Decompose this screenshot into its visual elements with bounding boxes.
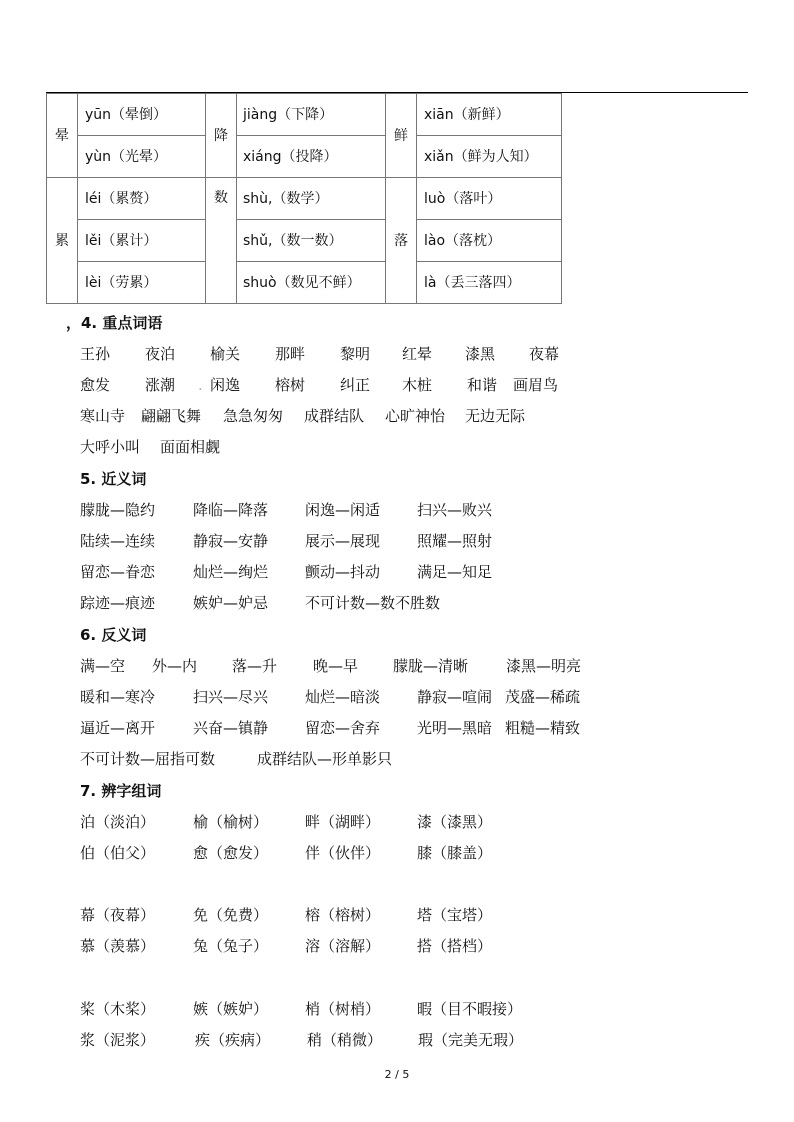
word-item: 踪迹—痕迹 bbox=[80, 594, 156, 612]
word-item: 泊（淡泊） bbox=[80, 813, 156, 831]
word-item: 漆（漆黑） bbox=[417, 813, 493, 831]
word-item: 榕（榕树） bbox=[305, 906, 381, 924]
table-cell: shù,（数学） bbox=[237, 178, 386, 220]
table-cell: lèi（劳累） bbox=[78, 262, 206, 304]
table-char: 降 bbox=[206, 94, 237, 178]
word-item: 扫兴—尽兴 bbox=[193, 688, 269, 706]
word-item: 榆（榆树） bbox=[193, 813, 269, 831]
word-item: 急急匆匆 bbox=[223, 407, 284, 425]
word-item: 梢（树梢） bbox=[305, 1000, 381, 1018]
word-item: 暇（目不暇接） bbox=[417, 1000, 523, 1018]
word-item: 闲逸 bbox=[210, 376, 241, 394]
table-char: 晕 bbox=[47, 94, 78, 178]
word-item: 画眉鸟 bbox=[513, 376, 559, 394]
table-cell: shǔ,（数一数） bbox=[237, 220, 386, 262]
word-item: 漆黑 bbox=[465, 345, 496, 363]
word-item: 溶（溶解） bbox=[305, 937, 381, 955]
word-item: 陆续—连续 bbox=[80, 532, 156, 550]
section-heading-char-compare: 7. 辨字组词 bbox=[80, 782, 162, 800]
word-item: 大呼小叫 bbox=[80, 438, 141, 456]
word-item: 成群结队—形单影只 bbox=[257, 750, 393, 768]
word-item: 瑕（完美无瑕） bbox=[418, 1031, 524, 1049]
word-item: 光明—黑暗 bbox=[417, 719, 493, 737]
word-item: 朦胧—隐约 bbox=[80, 501, 156, 519]
word-item: 朦胧—清晰 bbox=[393, 657, 469, 675]
word-item: 展示—展现 bbox=[305, 532, 381, 550]
word-item: 扫兴—败兴 bbox=[417, 501, 493, 519]
word-item: 桨（木桨） bbox=[80, 1000, 156, 1018]
word-item: 留恋—眷恋 bbox=[80, 563, 156, 581]
word-item: 成群结队 bbox=[304, 407, 365, 425]
word-item: 红晕 bbox=[402, 345, 433, 363]
word-item: 黎明 bbox=[340, 345, 371, 363]
word-item: 外—内 bbox=[152, 657, 198, 675]
table-cell: yùn（光晕） bbox=[78, 136, 206, 178]
table-row bbox=[47, 262, 562, 304]
table-cell: lào（落枕） bbox=[417, 220, 562, 262]
word-item: 王孙 bbox=[80, 345, 111, 363]
word-item: 暖和—寒冷 bbox=[80, 688, 156, 706]
word-item: 伴（伙伴） bbox=[305, 844, 381, 862]
section-heading-synonyms: 5. 近义词 bbox=[80, 470, 147, 488]
word-item: 满—空 bbox=[80, 657, 126, 675]
word-item: 浆（泥浆） bbox=[80, 1031, 156, 1049]
table-cell: yūn（晕倒） bbox=[78, 94, 206, 136]
table-char: 落 bbox=[386, 178, 417, 304]
table-cell: xiáng（投降） bbox=[237, 136, 386, 178]
table-cell: léi（累赘） bbox=[78, 178, 206, 220]
word-item: 兔（兔子） bbox=[193, 937, 269, 955]
table-row bbox=[47, 136, 562, 178]
table-cell: xiǎn（鲜为人知） bbox=[417, 136, 562, 178]
word-item: 畔（湖畔） bbox=[305, 813, 381, 831]
page-number: 2 / 5 bbox=[384, 1068, 410, 1081]
table-char: 累 bbox=[47, 178, 78, 304]
section-heading-antonyms: 6. 反义词 bbox=[80, 626, 147, 644]
word-item: 夜幕 bbox=[529, 345, 560, 363]
table-char: 数 bbox=[206, 178, 237, 304]
table-row bbox=[47, 220, 562, 262]
word-item: 塔（宝塔） bbox=[417, 906, 493, 924]
word-item: 幕（夜幕） bbox=[80, 906, 156, 924]
table-cell: jiàng（下降） bbox=[237, 94, 386, 136]
word-item: 涨潮 bbox=[145, 376, 176, 394]
table-cell: shuò（数见不鲜） bbox=[237, 262, 386, 304]
word-item: 翩翩飞舞 bbox=[141, 407, 202, 425]
table-row bbox=[47, 94, 562, 136]
word-item: 不可计数—数不胜数 bbox=[305, 594, 441, 612]
word-item: 心旷神怡 bbox=[385, 407, 446, 425]
word-item: 满足—知足 bbox=[417, 563, 493, 581]
table-row bbox=[47, 178, 562, 220]
word-item: 静寂—安静 bbox=[193, 532, 269, 550]
word-item: 降临—降落 bbox=[193, 501, 269, 519]
word-item: 愈发 bbox=[80, 376, 111, 394]
word-item: 伯（伯父） bbox=[80, 844, 156, 862]
stray-mark: . bbox=[198, 376, 203, 394]
word-item: 粗糙—精致 bbox=[505, 719, 581, 737]
table-cell: luò（落叶） bbox=[417, 178, 562, 220]
word-item: 闲逸—闲适 bbox=[305, 501, 381, 519]
word-item: 无边无际 bbox=[465, 407, 526, 425]
word-item: 搭（搭档） bbox=[417, 937, 493, 955]
table-cell: xiān（新鲜） bbox=[417, 94, 562, 136]
word-item: 木桩 bbox=[402, 376, 433, 394]
word-item: 免（免费） bbox=[193, 906, 269, 924]
word-item: 颤动—抖动 bbox=[305, 563, 381, 581]
word-item: 晚—早 bbox=[313, 657, 359, 675]
word-item: 茂盛—稀疏 bbox=[505, 688, 581, 706]
word-item: 照耀—照射 bbox=[417, 532, 493, 550]
table-cell: lěi（累计） bbox=[78, 220, 206, 262]
word-item: 落—升 bbox=[232, 657, 278, 675]
word-item: 膝（膝盖） bbox=[417, 844, 493, 862]
table-char: 鲜 bbox=[386, 94, 417, 178]
word-item: 夜泊 bbox=[145, 345, 176, 363]
word-item: 兴奋—镇静 bbox=[193, 719, 269, 737]
word-item: 稍（稍微） bbox=[307, 1031, 383, 1049]
section-heading-key-words: ，4. 重点词语 bbox=[66, 314, 163, 332]
word-item: 面面相觑 bbox=[160, 438, 221, 456]
word-item: 留恋—舍弃 bbox=[305, 719, 381, 737]
word-item: 纠正 bbox=[340, 376, 371, 394]
word-item: 逼近—离开 bbox=[80, 719, 156, 737]
word-item: 寒山寺 bbox=[80, 407, 126, 425]
word-item: 榆关 bbox=[210, 345, 241, 363]
word-item: 静寂—喧闹 bbox=[417, 688, 493, 706]
word-item: 疾（疾病） bbox=[195, 1031, 271, 1049]
word-item: 灿烂—绚烂 bbox=[193, 563, 269, 581]
word-item: 不可计数—屈指可数 bbox=[80, 750, 216, 768]
word-item: 嫉（嫉妒） bbox=[193, 1000, 269, 1018]
word-item: 那畔 bbox=[275, 345, 306, 363]
word-item: 嫉妒—妒忌 bbox=[193, 594, 269, 612]
polyphone-table bbox=[46, 93, 562, 304]
table-cell: là（丢三落四） bbox=[417, 262, 562, 304]
word-item: 和谐 bbox=[467, 376, 498, 394]
word-item: 灿烂—暗淡 bbox=[305, 688, 381, 706]
word-item: 榕树 bbox=[275, 376, 306, 394]
word-item: 慕（羡慕） bbox=[80, 937, 156, 955]
word-item: 愈（愈发） bbox=[193, 844, 269, 862]
word-item: 漆黑—明亮 bbox=[506, 657, 582, 675]
